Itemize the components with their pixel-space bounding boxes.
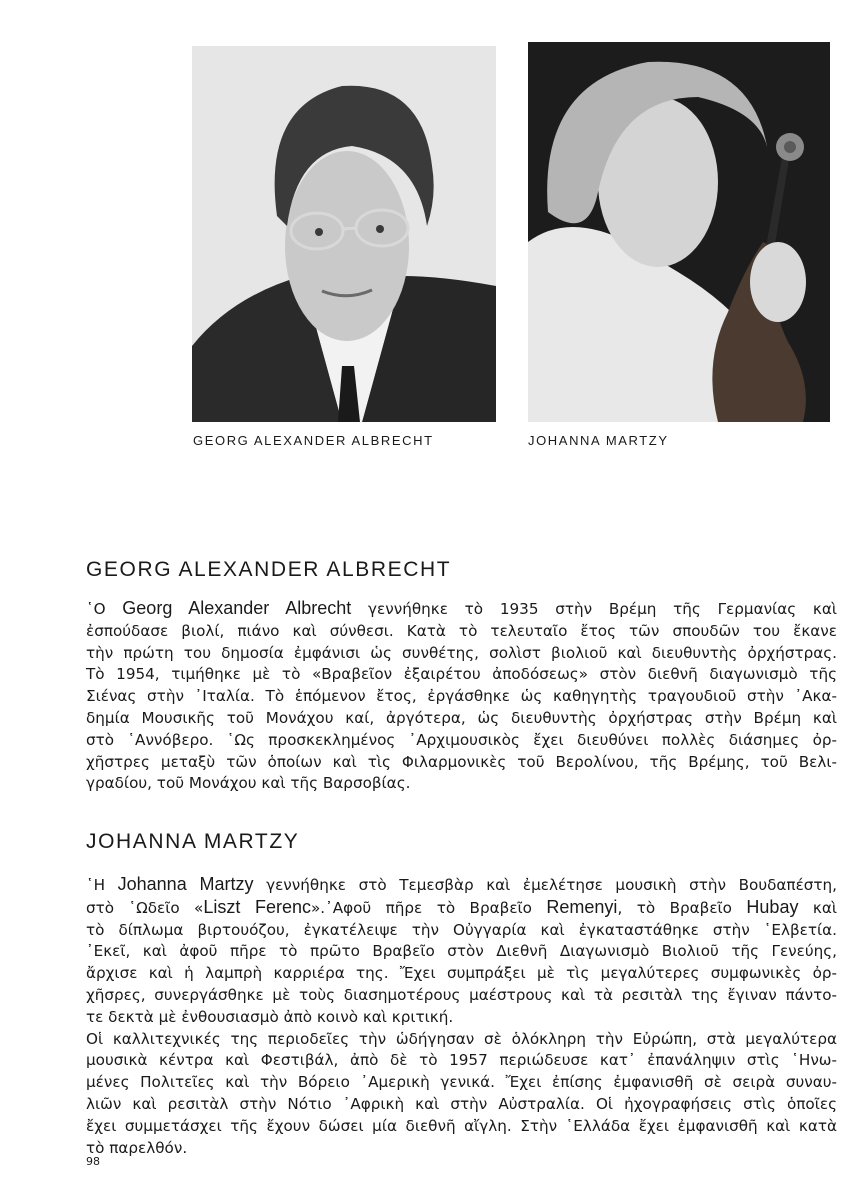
bio-line: τὴν πρώτη του δημοσία ἐμφάνισι ὡς συνθέτης, σολὶστ βιολιοῦ καὶ διευθυντὴς ὀρχήστρας. — [86, 643, 837, 662]
latin-name: Liszt Ferenc — [203, 896, 311, 917]
photo-albrecht — [192, 46, 496, 422]
latin-name: Johanna Martzy — [117, 874, 254, 894]
portrait-woman-violin-image — [528, 42, 830, 422]
bio-line: μουσικὰ κέντρα καὶ Φεστιβάλ, ἀπὸ δὲ τὸ 1957 περιώδευσε κατ᾿ ἐπανάληψιν στὶς ῾Ηνω- — [86, 1051, 837, 1070]
bio-line: τὸ δίπλωμα βιρτουόζου, ἐγκατέλειψε τὴν Οὐγγαρία καὶ ἐγκαταστάθηκε στὴν ῾Ελβετία. — [86, 920, 837, 939]
bio-line: τε δεκτὰ μὲ ἐνθουσιασμὸ ἀπὸ κοινὸ καὶ κριτική. — [86, 1007, 454, 1026]
photo-caption-martzy: JOHANNA MARTZY — [528, 433, 669, 448]
bio-line: Τὸ 1954, τιμήθηκε μὲ τὸ «Βραβεῖον ἐξαιρέτου ἀποδόσεως» στὸν διεθνῆ διαγωνισμὸ τῆς — [86, 665, 837, 684]
bio-line: χῆστρες μεταξὺ τῶν ὁποίων καὶ τὶς Φιλαρμονικὲς τοῦ Βερολίνου, τῆς Βρέμης, τοῦ Βελι- — [86, 752, 837, 771]
section-heading-albrecht: GEORG ALEXANDER ALBRECHT — [86, 558, 452, 581]
text-run: γεννήθηκε τὸ 1935 στὴν Βρέμη τῆς Γερμανίας καὶ — [351, 600, 837, 618]
bio-line: ἐσπούδασε βιολί, πιάνο καὶ σύνθεσι. Κατὰ τὸ τελευταῖο ἔτος τῶν σπουδῶν του ἔκανε — [86, 621, 837, 640]
text-run: στὸ ῾Ωδεῖο « — [86, 898, 204, 917]
page-number: 98 — [86, 1155, 100, 1168]
text-run: γεννήθηκε στὸ Τεμεσβὰρ καὶ ἐμελέτησε μουσικὴ στὴν Βουδαπέστη, — [253, 876, 838, 894]
text-run: ῾Η — [86, 876, 118, 894]
latin-name: Hubay — [746, 896, 799, 917]
bio-line — [86, 598, 837, 621]
bio-line: χῆσρες, συνεργάσθηκε μὲ τοὺς διασημοτέρους μαέστρους καὶ τὰ ρεσιτὰλ της ἔγιναν πάντο- — [86, 985, 837, 1004]
bio-line: τὸ παρελθόν. — [86, 1138, 188, 1157]
bio-line: Σιένας στὴν ᾿Ιταλία. Τὸ ἑπόμενον ἔτος, ἐργάσθηκε ὡς καθηγητὴς τραγουδιοῦ στὴν ᾿Ακα- — [86, 687, 837, 706]
bio-line — [86, 874, 837, 897]
portrait-man-image — [192, 46, 496, 422]
bio-line: Οἱ καλλιτεχνικές της περιοδεῖες τὴν ὡδήγησαν σὲ ὁλόκληρη τὴν Εὐρώπη, στὰ μεγαλύτερα — [86, 1029, 837, 1048]
bio-albrecht — [86, 598, 837, 795]
section-heading-martzy: JOHANNA MARTZY — [86, 830, 300, 853]
text-run: , τὸ Βραβεῖο — [617, 898, 747, 917]
bio-line — [86, 897, 837, 920]
bio-line: στὸ ῾Αννόβερο. ῾Ως προσκεκλημένος ᾿Αρχιμουσικὸς ἔχει διευθύνει πολλὲς διάσημες ὀρ- — [86, 730, 837, 749]
bio-line: ἄρχισε καὶ ἡ λαμπρὴ καρριέρα της. Ἔχει συμπράξει μὲ τὶς μεγαλύτερες συμφωνικὲς ὀρ- — [86, 964, 837, 983]
text-run: ».᾿Αφοῦ πῆρε τὸ Βραβεῖο — [311, 898, 547, 917]
bio-line: ἔχει συμμετάσχει τῆς ἔχουν δώσει μία διεθνῆ αἴγλη. Στὴν ῾Ελλάδα ἔχει ἐμφανισθῆ καὶ κατὰ — [86, 1116, 837, 1135]
text-run: καὶ — [798, 898, 837, 917]
bio-line: δημία Μουσικῆς τοῦ Μονάχου καί, ἀργότερα, ὡς διευθυντὴς ὀρχήστρας στὴν Βρέμη καὶ — [86, 708, 837, 727]
text-run: ῾Ο — [86, 600, 123, 618]
photo-caption-albrecht: GEORG ALEXANDER ALBRECHT — [193, 433, 434, 448]
bio-line: γραδίου, τοῦ Μονάχου καὶ τῆς Βαρσοβίας. — [86, 774, 411, 793]
latin-name: Remenyi — [546, 896, 618, 917]
bio-line: μένες Πολιτεῖες καὶ τὴν Βόρειο ᾿Αμερικὴ γενικά. Ἔχει ἐπίσης ἐμφανισθῆ σὲ σειρὰ συναυ- — [86, 1073, 837, 1092]
bio-line: λιῶν καὶ ρεσιτὰλ στὴν Νότιο ᾿Αφρικὴ καὶ στὴν Αὐστραλία. Οἱ ἠχογραφήσεις στὶς ὁποῖες — [86, 1094, 837, 1113]
photo-martzy — [528, 42, 830, 422]
bio-martzy — [86, 874, 837, 1159]
bio-line: ᾿Εκεῖ, καὶ ἀφοῦ πῆρε τὸ πρῶτο Βραβεῖο στὸν Διεθνῆ Διαγωνισμὸ Βιολιοῦ τῆς Γενεύης, — [86, 942, 837, 961]
latin-name: Georg Alexander Albrecht — [122, 598, 352, 618]
